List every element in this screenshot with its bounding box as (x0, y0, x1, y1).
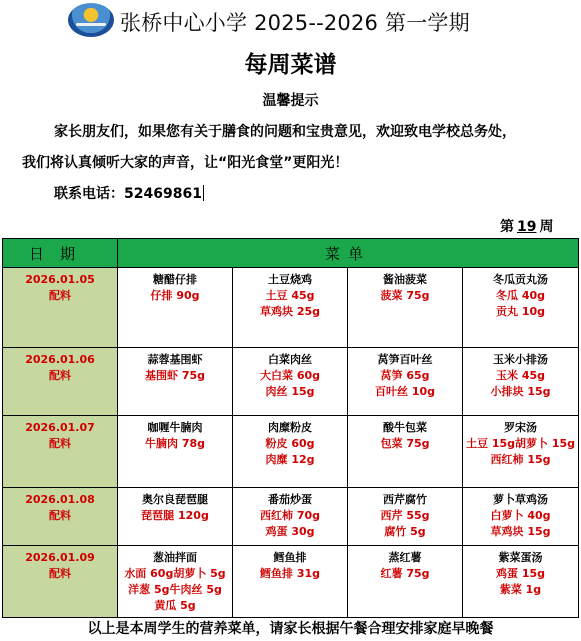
tip-paragraph-2: 我们将认真倾听大家的声音，让“阳光食堂”更阳光！ (22, 155, 349, 171)
phone-number: 52469861 (124, 186, 202, 202)
date-cell: 2026.01.09 配料 (3, 546, 118, 618)
dish-cell: 咖喱牛腩肉 牛腩肉 78g (118, 416, 233, 488)
dish-cell: 肉糜粉皮 粉皮 60g 肉糜 12g (233, 416, 348, 488)
week-indicator (500, 216, 553, 236)
table-row (3, 546, 579, 618)
dish-cell: 紫菜蛋汤 鸡蛋 15g 紫菜 1g (463, 546, 579, 618)
tip-paragraph-1: 家长朋友们，如果您有关于膳食的问题和宝贵意见，欢迎致电学校总务处， (54, 124, 516, 140)
week-suffix: 周 (539, 219, 554, 235)
date-cell: 2026.01.06 配料 (3, 348, 118, 416)
menu-table (2, 238, 579, 618)
dish-cell: 糖醋仔排 仔排 90g (118, 268, 233, 348)
dish-cell: 罗宋汤 土豆 15g胡萝卜 15g 西红柿 15g (463, 416, 579, 488)
dish-cell: 土豆烧鸡 土豆 45g 草鸡块 25g (233, 268, 348, 348)
tip-title: 温馨提示 (262, 93, 319, 109)
dish-cell: 冬瓜贡丸汤 冬瓜 40g 贡丸 10g (463, 268, 579, 348)
dish-cell: 西芹腐竹 西芹 55g 腐竹 5g (348, 488, 463, 546)
phone-label: 联系电话： (54, 186, 124, 202)
footer-note: 以上是本周学生的营养菜单，请家长根据午餐合理安排家庭早晚餐 (87, 621, 494, 637)
table-header-row (3, 239, 579, 268)
dish-cell: 玉米小排汤 玉米 45g 小排块 15g (463, 348, 579, 416)
school-semester-title: 张桥中心小学 2025--2026 第一学期 (120, 11, 470, 35)
week-number: 19 (517, 219, 537, 235)
week-prefix: 第 (500, 219, 514, 235)
dish-cell: 番茄炒蛋 西红柿 70g 鸡蛋 30g (233, 488, 348, 546)
page-header (0, 0, 581, 40)
contact-line[interactable] (54, 183, 204, 203)
dish-cell: 白菜肉丝 大白菜 60g 肉丝 15g (233, 348, 348, 416)
dish-cell: 蒜蓉基围虾 基围虾 75g (118, 348, 233, 416)
date-cell: 2026.01.07 配料 (3, 416, 118, 488)
date-cell: 2026.01.08 配料 (3, 488, 118, 546)
dish-cell: 奥尔良琵琶腿 琵琶腿 120g (118, 488, 233, 546)
date-cell: 2026.01.05 配料 (3, 268, 118, 348)
table-row (3, 488, 579, 546)
menu-column-header: 菜单 (118, 239, 579, 268)
date-column-header: 日期 (3, 239, 118, 268)
dish-cell: 蒸红薯 红薯 75g (348, 546, 463, 618)
dish-cell: 葱油拌面 水面 60g胡萝卜 5g 洋葱 5g牛肉丝 5g 黄瓜 5g (118, 546, 233, 618)
school-logo (68, 3, 114, 37)
text-cursor (203, 185, 204, 201)
dish-cell: 鳕鱼排 鳕鱼排 31g (233, 546, 348, 618)
dish-cell: 莴笋百叶丝 莴笋 65g 百叶丝 10g (348, 348, 463, 416)
table-row (3, 348, 579, 416)
page-title: 每周菜谱 (244, 52, 337, 78)
table-row (3, 416, 579, 488)
dish-cell: 酸牛包菜 包菜 75g (348, 416, 463, 488)
table-row (3, 268, 579, 348)
dish-cell: 萝卜草鸡汤 白萝卜 40g 草鸡块 15g (463, 488, 579, 546)
dish-cell: 酱油菠菜 菠菜 75g (348, 268, 463, 348)
